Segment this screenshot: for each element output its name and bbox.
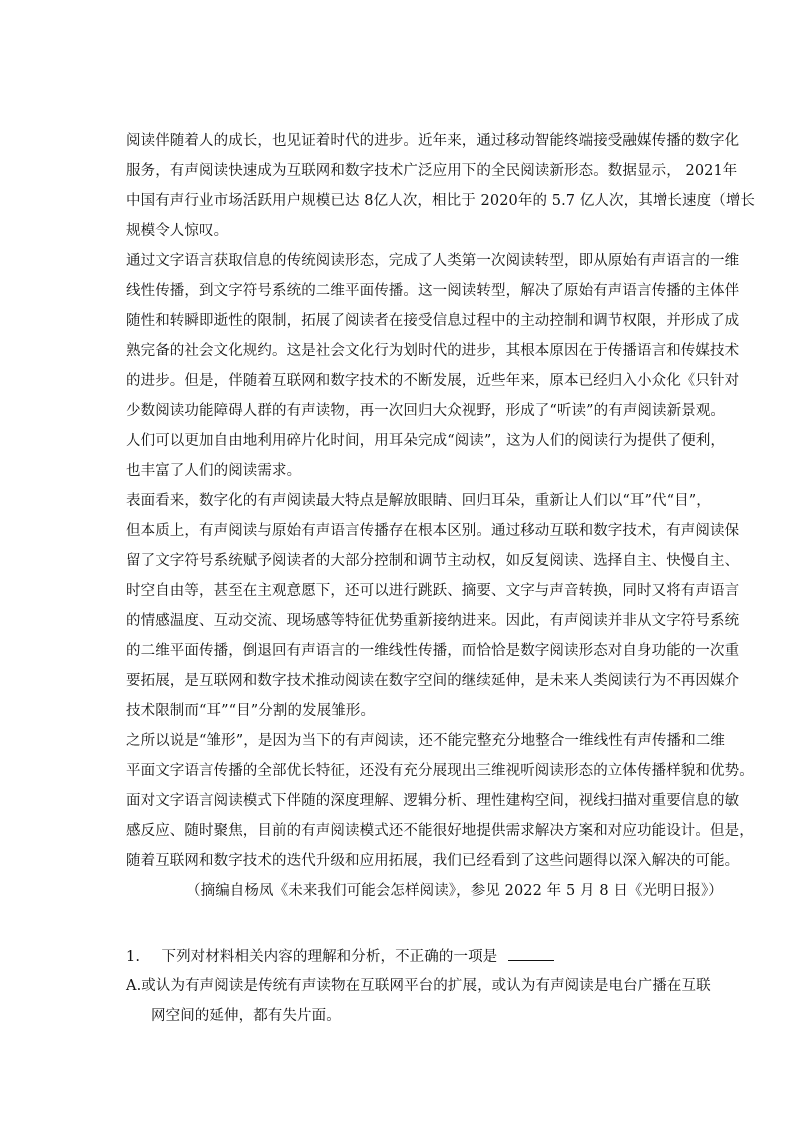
paragraph-3-line-7: 要拓展，是互联网和数字技术推动阅读在数字空间的继续延伸，是未来人类阅读行为不再因媒介 xyxy=(126,673,740,689)
paragraph-2-line-2: 线性传播，到文字符号系统的二维平面传播。这一阅读转型，解决了原始有声语言传播的主体伴 xyxy=(126,283,740,299)
answer-blank[interactable] xyxy=(508,946,554,961)
paragraph-2-line-4: 熟完备的社会文化规约。这是社会文化行为划时代的进步，其根本原因在于传播语言和传媒技术 xyxy=(126,343,740,359)
paragraph-3-line-3: 留了文字符号系统赋予阅读者的大部分控制和调节主动权，如反复阅读、选择自主、快慢自主、 xyxy=(126,553,740,569)
paragraph-3-line-1: 表面看来，数字化的有声阅读最大特点是解放眼睛、回归耳朵，重新让人们以“耳”代“目”， xyxy=(126,493,711,509)
question-1 xyxy=(126,946,554,967)
paragraph-2-line-1: 通过文字语言获取信息的传统阅读形态，完成了人类第一次阅读转型，即从原始有声语言的一维 xyxy=(126,253,740,269)
paragraph-2-line-7: 人们可以更加自由地利用碎片化时间，用耳朵完成“阅读”，这为人们的阅读行为提供了便利， xyxy=(126,433,726,449)
paragraph-4-line-2: 平面文字语言传播的全部优长特征，还没有充分展现出三维视听阅读形态的立体传播样貌和优势。 xyxy=(126,763,754,779)
paragraph-2-line-5: 的进步。但是，伴随着互联网和数字技术的不断发展，近些年来，原本已经归入小众化《只针对 xyxy=(126,373,740,389)
paragraph-3-line-2: 但本质上，有声阅读与原始有声语言传播存在根本区别。通过移动互联和数字技术，有声阅读保 xyxy=(126,523,740,539)
paragraph-3-line-4: 时空自由等，甚至在主观意愿下，还可以进行跳跃、摘要、文字与声音转换，同时又将有声语言 xyxy=(126,583,740,599)
paragraph-4-line-5: 随着互联网和数字技术的迭代升级和应用拓展，我们已经看到了这些问题得以深入解决的可能。 xyxy=(126,853,740,869)
paragraph-3-line-5: 的情感温度、互动交流、现场感等特征优势重新接纳进来。因此，有声阅读并非从文字符号系统 xyxy=(126,613,740,629)
question-stem: 下列对材料相关内容的理解和分析，不正确的一项是 xyxy=(161,949,498,965)
paragraph-1-line-1: 阅读伴随着人的成长，也见证着时代的进步。近年来，通过移动智能终端接受融媒传播的数字化 xyxy=(126,133,740,149)
paragraph-3-line-6: 的二维平面传播，倒退回有声语言的一维线性传播，而恰恰是数字阅读形态对自身功能的一次重 xyxy=(126,643,740,659)
option-a-line-1: A.或认为有声阅读是传统有声读物在互联网平台的扩展，或认为有声阅读是电台广播在互联 xyxy=(126,978,711,994)
question-number: 1. xyxy=(126,949,141,965)
paragraph-4-line-4: 感反应、随时聚焦，目前的有声阅读模式还不能很好地提供需求解决方案和对应功能设计。但是， xyxy=(126,823,754,839)
paragraph-2-line-6: 少数阅读功能障碍人群的有声读物，再一次回归大众视野，形成了“听读”的有声阅读新景观。 xyxy=(126,403,726,419)
paragraph-2-line-8: 也丰富了人们的阅读需求。 xyxy=(126,463,302,479)
paragraph-2-line-3: 随性和转瞬即逝性的限制，拓展了阅读者在接受信息过程中的主动控制和调节权限，并形成了成 xyxy=(126,313,740,329)
paragraph-4-line-3: 面对文字语言阅读模式下伴随的深度理解、逻辑分析、理性建构空间，视线扫描对重要信息的敏 xyxy=(126,793,740,809)
paragraph-4-line-1: 之所以说是“雏形”，是因为当下的有声阅读，还不能完整充分地整合一维线性有声传播和二维 xyxy=(126,733,726,749)
paragraph-1-line-2: 服务，有声阅读快速成为互联网和数字技术广泛应用下的全民阅读新形态。数据显示， 2021年 xyxy=(126,163,738,179)
paragraph-1-line-4: 规模令人惊叹。 xyxy=(126,223,229,239)
option-a-line-2: 网空间的延伸，都有失片面。 xyxy=(151,1008,341,1024)
source-citation: （摘编自杨凤《未来我们可能会怎样阅读》，参见 2022 年 5 月 8 日《光明日报》） xyxy=(186,883,723,899)
paragraph-1-line-3: 中国有声行业市场活跃用户规模已达 8亿人次，相比于 2020年的 5.7 亿人次，其增长速度（增长 xyxy=(126,193,756,209)
paragraph-3-line-8: 技术限制而“耳”“目”分割的发展雏形。 xyxy=(126,703,376,719)
